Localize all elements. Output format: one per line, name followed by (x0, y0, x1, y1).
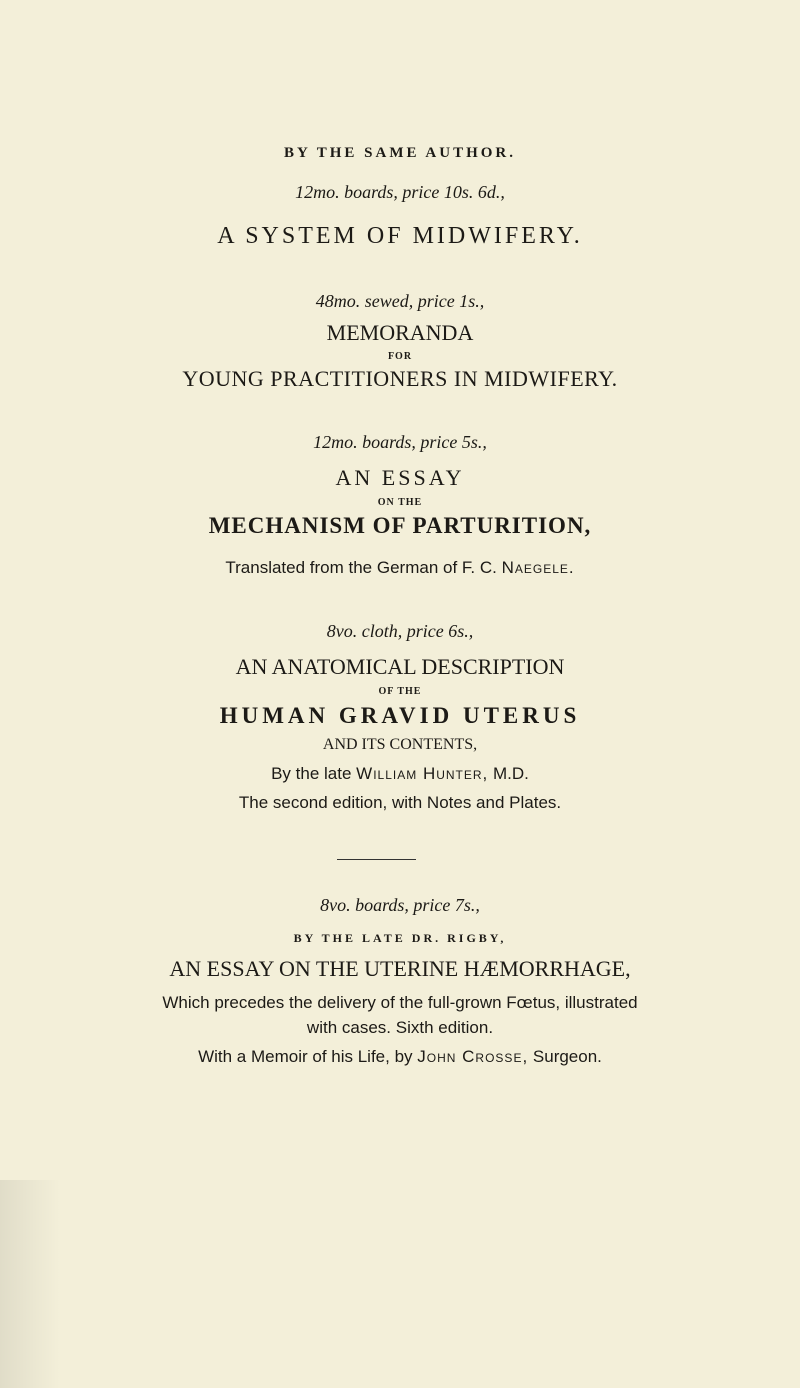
book3-title-line1: AN ESSAY (335, 465, 465, 490)
book1-title: A SYSTEM OF MIDWIFERY. (217, 223, 583, 249)
book4-author-prefix: By the late (271, 764, 357, 783)
book4-price: 8vo. cloth, price 6s., (326, 621, 474, 641)
book5-desc-line2: with cases. Sixth edition. (306, 1018, 494, 1037)
book5-desc-line1: Which precedes the delivery of the full-grown Fœtus, illustrated (162, 993, 638, 1012)
book5-memoir-name: John Crosse, (417, 1047, 529, 1066)
book3-translation-prefix: Translated from the German of F. C. (225, 558, 502, 577)
book3-title-connector: ON THE (377, 497, 423, 508)
book5-title: AN ESSAY ON THE UTERINE HÆMORRHAGE, (169, 956, 631, 981)
book5-memoir-suffix: Surgeon. (528, 1047, 602, 1066)
book3-price: 12mo. boards, price 5s., (313, 432, 487, 452)
book4-title-line1: AN ANATOMICAL DESCRIPTION (235, 654, 565, 679)
book4-author-name: William Hunter, (356, 764, 489, 783)
section-divider (337, 859, 416, 860)
book3-translator-name: Naegele. (501, 558, 575, 577)
book5-memoir-prefix: With a Memoir of his Life, by (198, 1047, 418, 1066)
book3-translation-note (0, 558, 800, 578)
book2-title-connector: FOR (387, 351, 413, 362)
book5-price: 8vo. boards, price 7s., (320, 895, 480, 915)
book4-author-line (0, 764, 800, 784)
book5-memoir-line (0, 1047, 800, 1067)
book4-title-line2: HUMAN GRAVID UTERUS (219, 703, 581, 728)
book3-title-line2: MECHANISM OF PARTURITION, (208, 513, 592, 538)
book4-edition: The second edition, with Notes and Plates. (238, 793, 562, 812)
page-edge-shadow (0, 1180, 60, 1388)
book5-author-line: BY THE LATE DR. RIGBY, (293, 931, 507, 945)
book2-title-line1: MEMORANDA (326, 320, 474, 345)
book2-title-line2: YOUNG PRACTITIONERS IN MIDWIFERY. (182, 366, 618, 391)
book4-title-connector: OF THE (378, 686, 422, 697)
book4-title-line3: AND ITS CONTENTS, (322, 736, 478, 753)
page-header: BY THE SAME AUTHOR. (283, 145, 517, 161)
book2-price: 48mo. sewed, price 1s., (315, 291, 485, 311)
book1-price: 12mo. boards, price 10s. 6d., (295, 182, 505, 202)
book4-author-suffix: M.D. (488, 764, 529, 783)
